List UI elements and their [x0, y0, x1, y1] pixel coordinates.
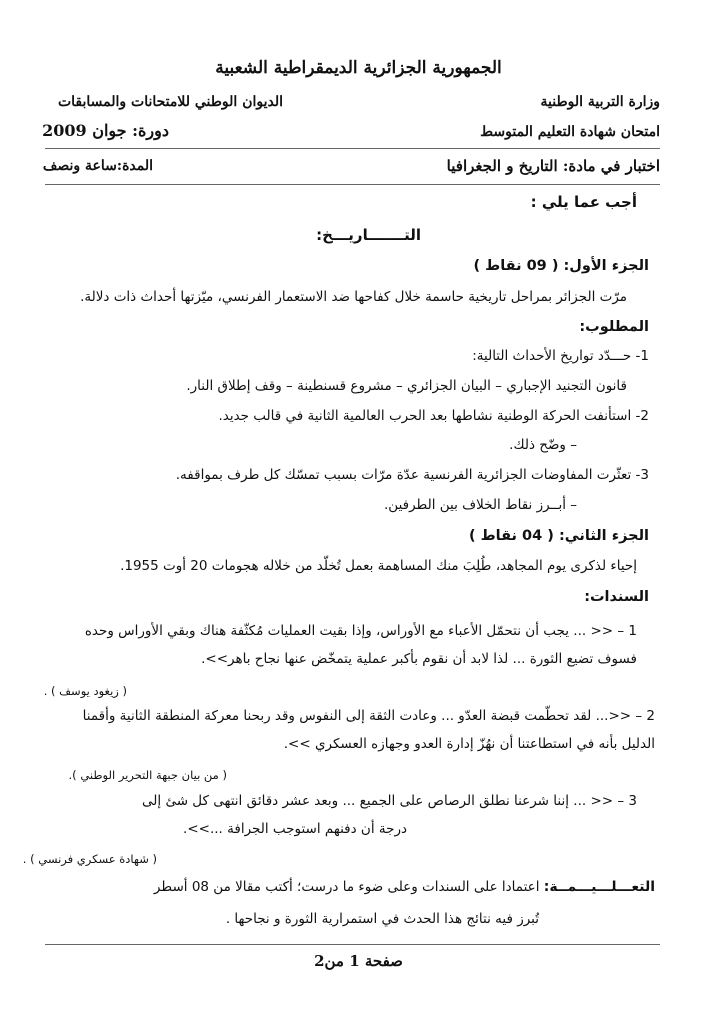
document-1-line-1: 1 – << ... يجب أن نتحمّل الأعباء مع الأوراس، وإذا بقيت العمليات مُكثّفة هناك وبقي الأوراس وحده: [84, 623, 637, 639]
part1-required-label: المطلوب:: [579, 319, 649, 335]
page-number: صفحة 1 من2: [314, 952, 403, 970]
document-1-line-2: فسوف تضيع الثورة ... لذا لابد أن نقوم بأكبر عملية يتمخّض عنها نجاح باهر>>.: [201, 651, 637, 667]
document-3-line-1: 3 – << ... إننا شرعنا نطلق الرصاص على الجميع ... وبعد عشر دقائق انتهى كل شئ إلى: [142, 793, 637, 809]
question-2-task: – وضّح ذلك.: [509, 437, 577, 453]
exam-session: دورة: جوان 2009: [42, 121, 169, 140]
exam-subject: اختبار في مادة: التاريخ و الجغرافيا: [446, 157, 660, 175]
task-text-line-1: اعتمادا على السندات وعلى ضوء ما درست؛ أكتب مقالا من 08 أسطر: [153, 879, 544, 895]
task-label: التعـــلـــيـــمــة:: [543, 879, 655, 895]
document-1-source: ( زيغود يوسف ) .: [43, 684, 127, 698]
question-2: 2- استأنفت الحركة الوطنية نشاطها بعد الحرب العالمية الثانية في قالب جديد.: [218, 408, 649, 424]
document-2-line-1: 2 – <<... لقد تحطّمت قبضة العدّو ... وعادت الثقة إلى النفوس وقد ربحنا معركة المنطقة الثانية وأقمنا: [82, 708, 655, 724]
history-section-title: التـــــــاريـــخ:: [316, 226, 421, 244]
question-3: 3- تعثّرت المفاوضات الجزائرية الفرنسية عدّة مرّات بسبب تمسّك كل طرف بمواقفه.: [175, 467, 649, 483]
republic-title: الجمهورية الجزائرية الديمقراطية الشعبية: [215, 58, 502, 78]
question-1-events: قانون التجنيد الإجباري – البيان الجزائري – مشروع قسنطينة – وقف إطلاق النار.: [186, 378, 627, 394]
document-3-line-2: درجة أن دفنهم استوجب الجرافة ...>>.: [183, 821, 407, 837]
header-divider: [45, 148, 660, 149]
task-instruction-line-1: [154, 879, 655, 895]
part2-title: الجزء الثاني: ( 04 نقاط ): [468, 528, 649, 544]
exam-duration: المدة:ساعة ونصف: [42, 158, 153, 174]
document-3-source: ( شهادة عسكري فرنسي ) .: [22, 852, 157, 866]
part1-title: الجزء الأول: ( 09 نقاط ): [473, 258, 649, 274]
footer-divider: [45, 944, 660, 945]
document-2-source: ( من بيان جبهة التحرير الوطني ).: [68, 768, 227, 782]
task-instruction-line-2: تُبرز فيه نتائج هذا الحدث في استمرارية الثورة و نجاحها .: [225, 911, 539, 927]
instructions: أجب عما يلي :: [530, 193, 637, 211]
question-1: 1- حـــدّد تواريخ الأحداث التالية:: [472, 348, 649, 364]
part1-intro: مرّت الجزائر بمراحل تاريخية حاسمة خلال كفاحها ضد الاستعمار الفرنسي، ميّزتها أحداث ذات دلالة.: [80, 289, 627, 305]
subject-divider: [45, 184, 660, 185]
document-2-line-2: الدليل بأنه في استطاعتنا أن نهُزّ إدارة العدو وجهازه العسكري >>.: [283, 736, 655, 752]
exam-name: امتحان شهادة التعليم المتوسط: [480, 124, 660, 140]
documents-label: السندات:: [584, 589, 649, 605]
ministry-name: وزارة التربية الوطنية: [540, 94, 660, 110]
part2-intro: إحياء لذكرى يوم المجاهد، طُلِبَ منك المساهمة بعمل تُخلّد من خلاله هجومات 20 أوت 1955.: [120, 558, 637, 574]
question-3-task: – أبــرز نقاط الخلاف بين الطرفين.: [384, 497, 577, 513]
exam-office-name: الديوان الوطني للامتحانات والمسابقات: [57, 94, 283, 110]
